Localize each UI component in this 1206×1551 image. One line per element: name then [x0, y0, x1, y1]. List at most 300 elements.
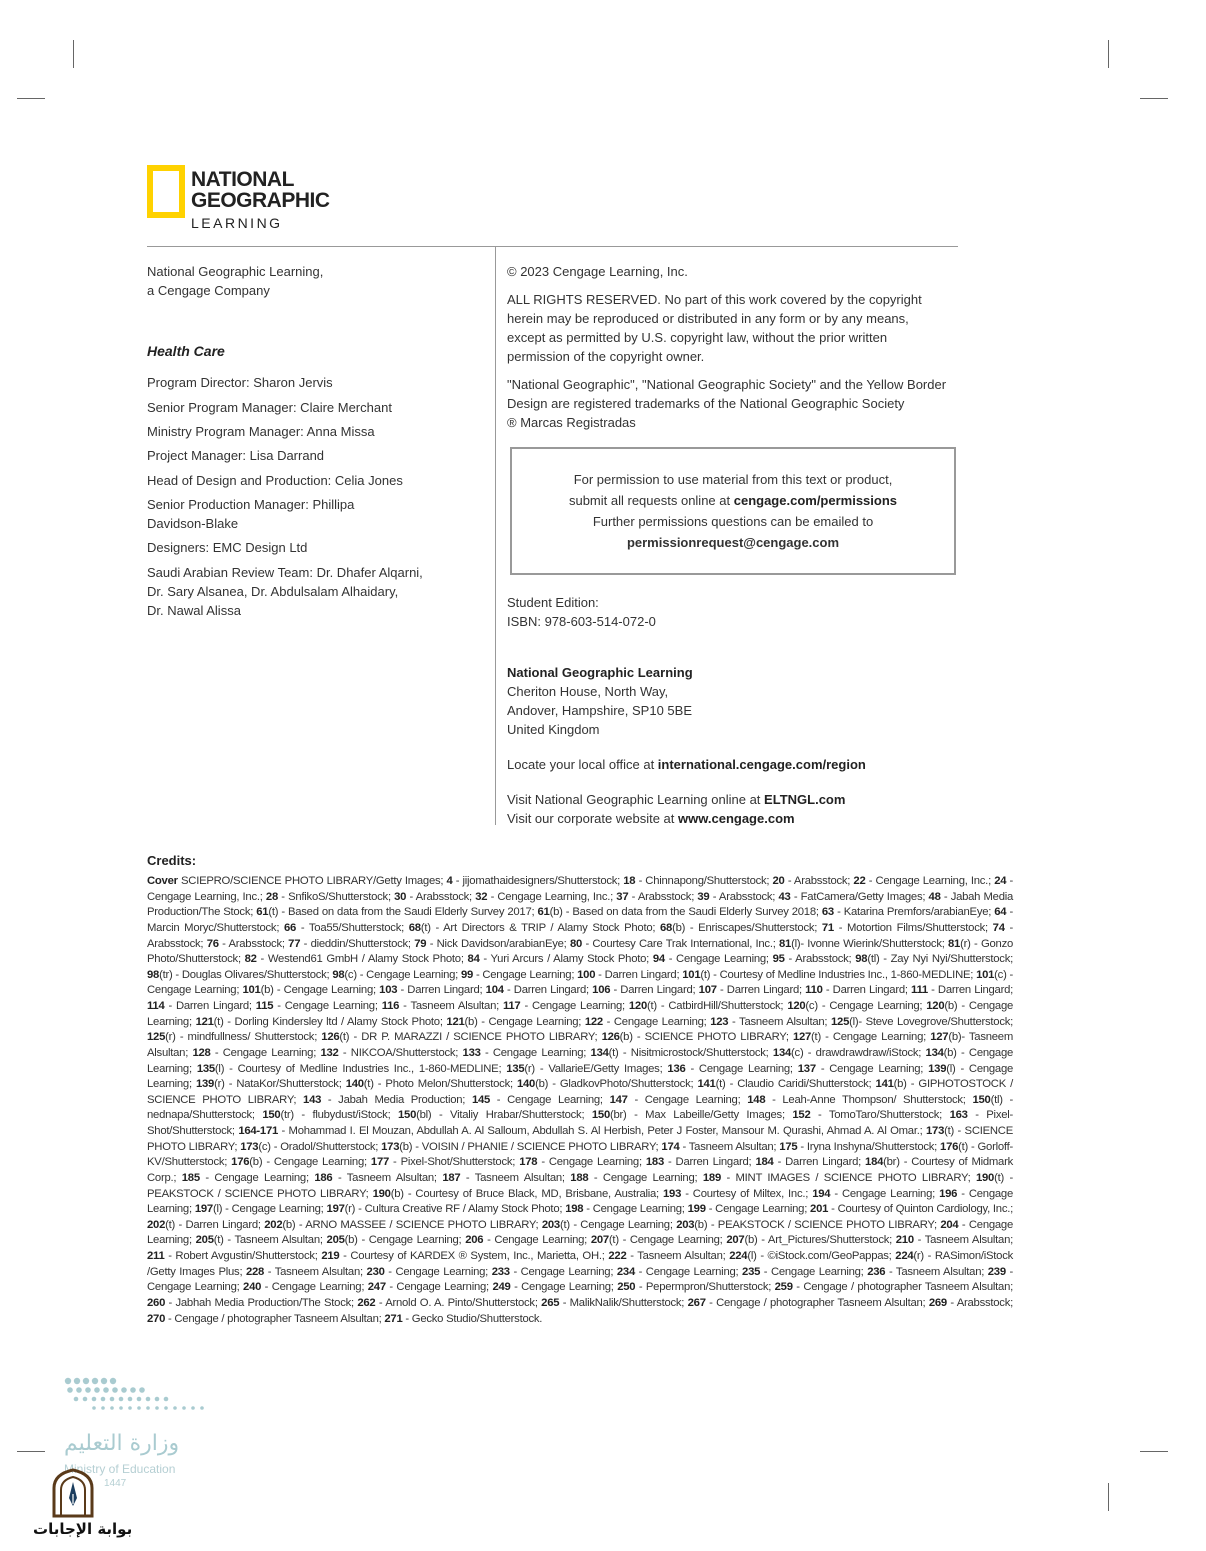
credit-source: (t) - Tasneem Alsultan; [213, 1234, 327, 1247]
credit-entry [506, 1063, 667, 1075]
credit-entry [660, 922, 822, 934]
credit-entry [468, 953, 653, 965]
credit-source: - Tasneem Alsultan; [885, 1265, 988, 1278]
credit-page: 203 [676, 1218, 695, 1231]
credit-source: (r) - NataKor/Shutterstock; [214, 1078, 346, 1091]
credit-page: 211 [147, 1250, 165, 1262]
ministry-arabic-name: وزارة التعليم [64, 1431, 180, 1456]
crop-mark-bottom-right-h [1140, 1451, 1168, 1452]
credit-page: 111 [911, 984, 928, 997]
credit-page: 206 [465, 1234, 484, 1247]
staff-review-team-1: Saudi Arabian Review Team: Dr. Dhafer Alqarni, [147, 565, 423, 580]
credit-page: 141 [697, 1078, 716, 1091]
credit-source: - Cengage Learning; [760, 1265, 868, 1278]
eltngl-link[interactable]: ELTNGL.com [764, 792, 846, 807]
credit-entry [242, 984, 379, 996]
credit-source: - Cengage Learning; [147, 1218, 1013, 1247]
credit-source: (l) - Cengage Learning; [147, 1062, 1014, 1091]
credit-page: 210 [895, 1234, 914, 1247]
crop-mark-bottom-right-v [1108, 1483, 1109, 1511]
credit-page: 271 [384, 1312, 403, 1325]
credit-entry [542, 1219, 676, 1231]
credit-source: - Cengage Learning; [627, 1093, 748, 1106]
credit-source: - Chinnapong/Shutterstock; [635, 875, 773, 887]
credit-page: 106 [592, 984, 611, 997]
staff-program-director: Program Director: Sharon Jervis [147, 375, 333, 390]
credit-source: (b) - Enriscapes/Shutterstock; [672, 921, 822, 934]
credit-entry [147, 1297, 357, 1309]
trademark-line-1: "National Geographic", "National Geographic Society" and the Yellow Border [507, 377, 947, 392]
credit-entry [196, 1234, 327, 1246]
credit-source: - Cengage Learning; [602, 1015, 711, 1028]
credit-page: 247 [367, 1281, 386, 1294]
section-title: Health Care [147, 343, 225, 359]
answers-gate-site-name: بوابة الإجابات [33, 1520, 133, 1538]
credit-source: - Tasneem Alsultan; [679, 1140, 780, 1153]
credit-page: 115 [255, 1000, 274, 1012]
credit-source: (t) - Art Directors & TRIP / Alamy Stock Photo; [420, 921, 661, 934]
credit-entry [240, 1141, 381, 1153]
credit-page: 101 [242, 984, 261, 997]
credit-entry [182, 1172, 315, 1184]
credit-page: 98 [147, 968, 160, 981]
credits-body [147, 874, 1013, 1327]
credit-entry [726, 1234, 895, 1246]
credit-source: - Darren Lingard; [164, 1000, 256, 1012]
credit-page: 43 [778, 890, 791, 903]
credit-page: 101 [682, 968, 701, 981]
credit-entry [661, 1141, 779, 1153]
credit-source: (c) - Cengage Learning; [147, 968, 1014, 997]
credit-source: - Arabsstock; [784, 953, 856, 966]
credit-source: (b) - VOISIN / PHANIE / SCIENCE PHOTO LIBRARY; [399, 1140, 662, 1153]
credit-source: (t) - Courtesy of Medline Industries Inc., 1-860-MEDLINE; [700, 968, 977, 981]
credit-source: (b) - GladkovPhoto/Shutterstock; [535, 1078, 698, 1091]
credit-entry [697, 891, 778, 903]
credit-entry [503, 1000, 629, 1012]
credit-entry [565, 1203, 687, 1215]
credit-source: (t) - Claudio Caridi/Shutterstock; [715, 1078, 876, 1091]
credit-page: 260 [147, 1296, 166, 1309]
credit-page: 201 [810, 1203, 829, 1216]
credit-source: - Darren Lingard; [773, 1156, 866, 1169]
credit-source: - Cengage Learning; [815, 1062, 929, 1075]
credit-entry [314, 1172, 442, 1184]
credit-page: 177 [370, 1156, 390, 1169]
credit-page: 189 [702, 1171, 721, 1184]
credit-source: - Tasneem Alsultan; [332, 1171, 443, 1184]
credit-entry [147, 875, 447, 887]
credit-source: - Cengage Learning; [199, 1171, 315, 1184]
credit-entry [409, 922, 660, 934]
credit-source: (t) - SCIENCE PHOTO LIBRARY; [147, 1125, 1013, 1153]
credit-page: 207 [726, 1234, 745, 1247]
credit-page: 240 [243, 1281, 262, 1294]
credit-entry [775, 1281, 1013, 1293]
credit-entry [231, 1156, 371, 1168]
credit-source: - Arnold O. A. Pinto/Shutterstock; [375, 1296, 542, 1309]
credit-entry [682, 969, 976, 981]
staff-senior-production-manager-cont: Davidson-Blake [147, 516, 239, 531]
credit-source: (t) - DR P. MARAZZI / SCIENCE PHOTO LIBRARY; [339, 1031, 602, 1044]
credit-entry [699, 984, 806, 996]
credit-source: - Cengage Learning; [588, 1171, 703, 1184]
credit-entry [810, 1203, 1013, 1215]
credit-page: 205 [195, 1234, 214, 1247]
credit-page: 164-171 [238, 1125, 279, 1137]
credit-source: - TomoTaro/Shutterstock; [810, 1109, 950, 1122]
credit-page: 228 [245, 1265, 265, 1278]
credit-entry [663, 1188, 812, 1200]
credit-entry [461, 969, 577, 981]
credit-page: 74 [992, 921, 1005, 934]
credit-entry [262, 1109, 398, 1121]
credit-page: 267 [687, 1296, 706, 1309]
credit-source: - MalikNalik/Shutterstock; [559, 1296, 688, 1309]
logo-line-1: NATIONAL [191, 168, 294, 191]
credit-entry [381, 1141, 661, 1153]
credit-source: - Cengage Learning; [384, 1265, 492, 1278]
credit-entry [492, 1281, 617, 1293]
credit-source: (r) - RASimon/iStock /Getty Images Plus; [147, 1250, 1014, 1278]
credit-source: - Darren Lingard; [716, 984, 806, 997]
credit-page: 20 [772, 875, 785, 887]
address-line-3: United Kingdom [507, 722, 600, 737]
credit-page: 203 [541, 1218, 560, 1231]
credit-entry [195, 1203, 327, 1215]
credit-source: - Marcin Moryc/Shutterstock; [147, 906, 1013, 934]
credit-page: 127 [792, 1031, 812, 1044]
address-line-2: Andover, Hampshire, SP10 5BE [507, 703, 692, 718]
credit-page: 219 [321, 1250, 340, 1262]
credit-entry [585, 1016, 710, 1028]
credit-source: - Cengage Learning, Inc.; [147, 875, 1013, 903]
credit-page: 234 [616, 1265, 635, 1278]
credit-source: - Leah-Anne Thompson/ Shutterstock; [765, 1093, 973, 1106]
credit-page: 121 [446, 1015, 465, 1028]
cengage-link[interactable]: www.cengage.com [678, 811, 795, 826]
credit-entry [831, 1016, 1013, 1028]
credit-source: - jijomathaidesigners/Shutterstock; [452, 875, 624, 887]
region-link[interactable]: international.cengage.com/region [657, 757, 866, 772]
credit-source: - NIKCOA/Shutterstock; [338, 1046, 463, 1059]
credit-entry [792, 1109, 949, 1121]
credit-page: 173 [240, 1140, 259, 1153]
credit-source: - Motortion Films/Shutterstock; [833, 921, 993, 934]
credit-source: - Nick Davidson/arabianEye; [426, 937, 570, 950]
credit-entry [787, 1000, 926, 1012]
ministry-year: 1447 [104, 1478, 127, 1489]
credit-page: 145 [471, 1093, 491, 1106]
credit-entry [147, 1219, 264, 1231]
credit-entry [486, 984, 593, 996]
credit-source: - Cengage Learning; [261, 1281, 368, 1294]
permission-line-3: Further permissions questions can be emailed to [592, 514, 874, 529]
credit-source: - Tasneem Alsultan; [626, 1250, 730, 1262]
credit-entry [196, 1078, 346, 1090]
credit-source: (b) - SCIENCE PHOTO LIBRARY; [619, 1031, 793, 1044]
credit-source: - Robert Avgustin/Shutterstock; [164, 1250, 322, 1262]
credit-page: 125 [147, 1031, 166, 1044]
credit-page: 135 [196, 1062, 215, 1075]
credit-page: 176 [231, 1156, 250, 1169]
credit-page: 204 [940, 1218, 959, 1231]
credit-entry [577, 969, 682, 981]
credit-source: - Courtesy Care Trak International, Inc.; [582, 937, 780, 950]
credit-entry [243, 1281, 368, 1293]
credit-entry [327, 1203, 566, 1215]
copyright-line: © 2023 Cengage Learning, Inc. [507, 264, 688, 279]
credit-page: 76 [206, 937, 219, 950]
credit-page: 107 [698, 984, 717, 997]
visit-ngl-line [507, 790, 845, 809]
credit-entry [570, 1172, 703, 1184]
credit-entry [321, 1250, 608, 1262]
credit-entry [610, 1094, 748, 1106]
credit-source: - Cengage Learning; [480, 1046, 591, 1059]
credit-source: - Cengage Learning; [634, 1265, 743, 1278]
credit-source: (t) - CatbirdHill/Shutterstock; [647, 1000, 788, 1012]
credit-source: (tr) - flubydust/iStock; [280, 1109, 399, 1122]
credit-source: - Toa55/Shutterstock; [296, 921, 409, 934]
credit-source: (b) - Based on data from the Saudi Elderly Survey 2018; [549, 906, 822, 919]
visit-corporate-text: Visit our corporate website at [507, 811, 679, 826]
credit-page: 61 [537, 906, 550, 919]
credit-page: 98 [855, 953, 868, 966]
credit-entry [197, 1063, 506, 1075]
credit-entry [384, 1313, 542, 1325]
credit-entry [207, 938, 288, 950]
credit-source: (r) - Cultura Creative RF / Alamy Stock Photo; [344, 1203, 566, 1216]
credit-source: (b) - PEAKSTOCK / SCIENCE PHOTO LIBRARY; [694, 1218, 941, 1231]
visit-ngl-text: Visit National Geographic Learning online at [507, 792, 765, 807]
credit-source: - Cengage Learning; [537, 1156, 646, 1169]
isbn: ISBN: 978-603-514-072-0 [507, 614, 656, 629]
credit-source: - Jabah Media Production; [321, 1093, 472, 1106]
credit-page: 235 [742, 1265, 761, 1278]
credit-source: (b) - Cengage Learning; [344, 1234, 466, 1247]
credit-page: 150 [262, 1109, 281, 1122]
credit-entry [812, 1188, 939, 1200]
credit-source: - Arabsstock; [946, 1296, 1013, 1309]
credit-entry [238, 1125, 926, 1137]
credit-source: - Pixel-Shot/Shutterstock; [147, 1109, 1014, 1137]
locate-office-text: Locate your local office at [507, 757, 658, 772]
rights-line-1: ALL RIGHTS RESERVED. No part of this work covered by the copyright [507, 292, 922, 307]
credit-page: 163 [949, 1109, 968, 1122]
credit-entry [855, 953, 1013, 965]
credit-page: 194 [812, 1187, 831, 1200]
credit-source: (r) - mindfullness/ Shutterstock; [165, 1031, 322, 1044]
credit-entry [929, 1297, 1013, 1309]
credit-source: - Arabsstock; [709, 890, 779, 903]
credit-entry [867, 1266, 988, 1278]
credit-entry [755, 1156, 865, 1168]
column-divider [495, 247, 496, 825]
credit-source: - Cengage Learning; [509, 1265, 617, 1278]
credit-entry [896, 1234, 1013, 1246]
credit-page: 24 [994, 875, 1007, 887]
credit-source: - dieddin/Shutterstock; [300, 937, 415, 950]
credit-page: 18 [623, 875, 636, 887]
credit-page: 77 [288, 937, 301, 950]
credit-page: 150 [398, 1109, 417, 1122]
credit-entry [798, 1063, 928, 1075]
credit-source: - Cengage Learning; [473, 968, 578, 981]
credit-source: - MINT IMAGES / SCIENCE PHOTO LIBRARY; [721, 1171, 976, 1184]
credit-source: (b) - ARNO MASSEE / SCIENCE PHOTO LIBRARY; [282, 1218, 542, 1231]
credit-page: 197 [194, 1203, 213, 1216]
credit-page: 136 [667, 1062, 686, 1075]
credit-entry [729, 1250, 895, 1262]
credit-page: 176 [940, 1140, 959, 1153]
credit-page: 61 [256, 906, 269, 919]
logo-line-3: LEARNING [191, 215, 283, 231]
credit-source: (t) - Cengage Learning; [608, 1234, 727, 1247]
staff-designers: Designers: EMC Design Ltd [147, 540, 308, 555]
credit-entry [623, 875, 772, 887]
credit-page: 190 [372, 1187, 391, 1200]
permissions-link[interactable]: cengage.com/permissions [733, 493, 898, 508]
credit-page: 185 [181, 1171, 200, 1184]
credit-entry [805, 984, 911, 996]
permission-box [510, 447, 956, 575]
credit-source: - Cengage / photographer Tasneem Alsultan; [792, 1281, 1013, 1294]
credit-page: 4 [446, 875, 453, 887]
credit-entry [646, 1156, 756, 1168]
credit-page: 187 [442, 1171, 461, 1184]
credit-page: 104 [485, 984, 504, 997]
credit-source: - Courtesy of Miltex, Inc.; [681, 1187, 813, 1200]
credit-source: - Westend61 GmbH / Alamy Stock Photo; [256, 953, 468, 966]
credit-page: 32 [475, 890, 488, 903]
credit-entry [710, 1016, 831, 1028]
credit-source: (t) - Based on data from the Saudi Elderly Survey 2017; [268, 906, 538, 919]
credit-entry [667, 1063, 797, 1075]
credit-source: (t) - Cengage Learning; [811, 1031, 931, 1044]
credit-entry [591, 1234, 727, 1246]
credit-source: (b) - GIPHOTOSTOCK / SCIENCE PHOTO LIBRARY; [147, 1078, 1013, 1106]
credit-source: (b) - Courtesy of Bruce Black, MD, Brisbane, Australia; [390, 1187, 664, 1200]
credit-source: (tl) - nednapa/Shutterstock; [147, 1093, 1014, 1122]
credit-source: - Cengage Learning; [385, 1281, 493, 1294]
credit-page: 140 [516, 1078, 536, 1091]
credit-page: 249 [492, 1281, 511, 1294]
credit-source: (c) - Cengage Learning; [805, 1000, 927, 1012]
credit-page: 175 [779, 1140, 798, 1153]
credit-page: 239 [987, 1265, 1006, 1278]
credit-page: 207 [590, 1234, 609, 1247]
credit-page: 127 [930, 1031, 949, 1044]
credit-page: 259 [774, 1281, 793, 1294]
credit-entry [327, 1234, 466, 1246]
credit-source: - Darren Lingard; [927, 984, 1014, 997]
credit-source: (c) - Cengage Learning; [344, 968, 461, 981]
credit-source: - Cengage Learning; [583, 1203, 688, 1216]
credit-entry [147, 1313, 384, 1325]
credit-entry [394, 891, 475, 903]
credit-entry [697, 1078, 875, 1090]
staff-senior-production-manager: Senior Production Manager: Phillipa [147, 497, 355, 512]
credit-source: - Cengage Learning; [520, 1000, 629, 1012]
credit-page: 265 [541, 1296, 560, 1309]
credit-page: 173 [926, 1125, 945, 1137]
credit-source: - Cengage Learning; [664, 953, 773, 966]
credit-source: - Iryna Inshyna/Shutterstock; [797, 1140, 941, 1153]
credit-page: 236 [867, 1265, 886, 1278]
credit-entry [284, 922, 409, 934]
credit-entry [519, 1156, 646, 1168]
credit-entry [617, 1266, 742, 1278]
credit-source: - Cengage Learning; [490, 1093, 610, 1106]
logo-line-2: GEOGRAPHIC [191, 189, 330, 212]
credit-source: SCIEPRO/SCIENCE PHOTO LIBRARY/Getty Images; [177, 875, 447, 887]
credit-page: 270 [147, 1312, 166, 1325]
credit-source: - Cengage Learning; [685, 1062, 798, 1075]
trademark-line-2: Design are registered trademarks of the National Geographic Society [507, 396, 905, 411]
credit-entry [266, 891, 394, 903]
answers-gate-logo-icon [50, 1468, 96, 1518]
credit-source: - Gecko Studio/Shutterstock. [402, 1312, 543, 1325]
credit-page: 94 [652, 953, 665, 966]
credit-entry [367, 1266, 492, 1278]
credit-entry [592, 1109, 792, 1121]
credit-page: 262 [357, 1296, 376, 1309]
credit-entry [288, 938, 414, 950]
credit-entry [911, 984, 1013, 996]
credit-source: (b) - Cengage Learning; [260, 984, 380, 997]
credit-page: 120 [926, 1000, 945, 1012]
credit-entry [537, 906, 821, 918]
credit-page: 199 [687, 1203, 706, 1216]
credit-page: 141 [875, 1078, 894, 1091]
credit-entry [475, 891, 616, 903]
credit-source: (br) - Max Labeille/Getty Images; [610, 1109, 793, 1122]
credit-page: 116 [381, 1000, 400, 1012]
header-divider [147, 246, 958, 247]
credit-source: (c) - drawdrawdraw/iStock; [791, 1046, 926, 1059]
address-title: National Geographic Learning [507, 665, 693, 680]
credit-source: - Courtesy of Quinton Cardiology, Inc.; [828, 1203, 1014, 1216]
credit-entry [742, 1266, 867, 1278]
credit-source: - Darren Lingard; [397, 984, 486, 997]
credit-page: 39 [697, 890, 710, 903]
credit-entry [773, 953, 856, 965]
staff-review-team-2: Dr. Sary Alsanea, Dr. Abdulsalam Alhaidary, [147, 584, 399, 599]
staff-ministry-program-manager: Ministry Program Manager: Anna Missa [147, 424, 375, 439]
credit-source: (l) - Courtesy of Medline Industries Inc., 1-860-MEDLINE; [214, 1062, 507, 1075]
credit-entry [256, 906, 537, 918]
credit-page: 193 [663, 1187, 682, 1200]
permission-line-2 [512, 493, 954, 508]
credit-entry [303, 1094, 472, 1106]
credit-entry [147, 1031, 321, 1043]
credit-entry [793, 1031, 930, 1043]
credit-source: (t) - Photo Melon/Shutterstock; [363, 1078, 517, 1091]
crop-mark-bottom-left-h [17, 1451, 45, 1452]
credit-page: 134 [772, 1046, 792, 1059]
credit-source: (b) - Cengage Learning; [249, 1156, 371, 1169]
credit-page: 28 [265, 890, 278, 903]
credit-page: 233 [491, 1265, 510, 1278]
credit-page: 63 [821, 906, 834, 919]
yellow-border-icon [147, 165, 185, 218]
credit-source: - Cengage Learning; [147, 1265, 1014, 1294]
credit-entry [147, 1250, 321, 1262]
permission-email[interactable]: permissionrequest@cengage.com [626, 535, 840, 550]
credit-entry [688, 1203, 810, 1215]
publisher-line-1: National Geographic Learning, [147, 264, 324, 279]
